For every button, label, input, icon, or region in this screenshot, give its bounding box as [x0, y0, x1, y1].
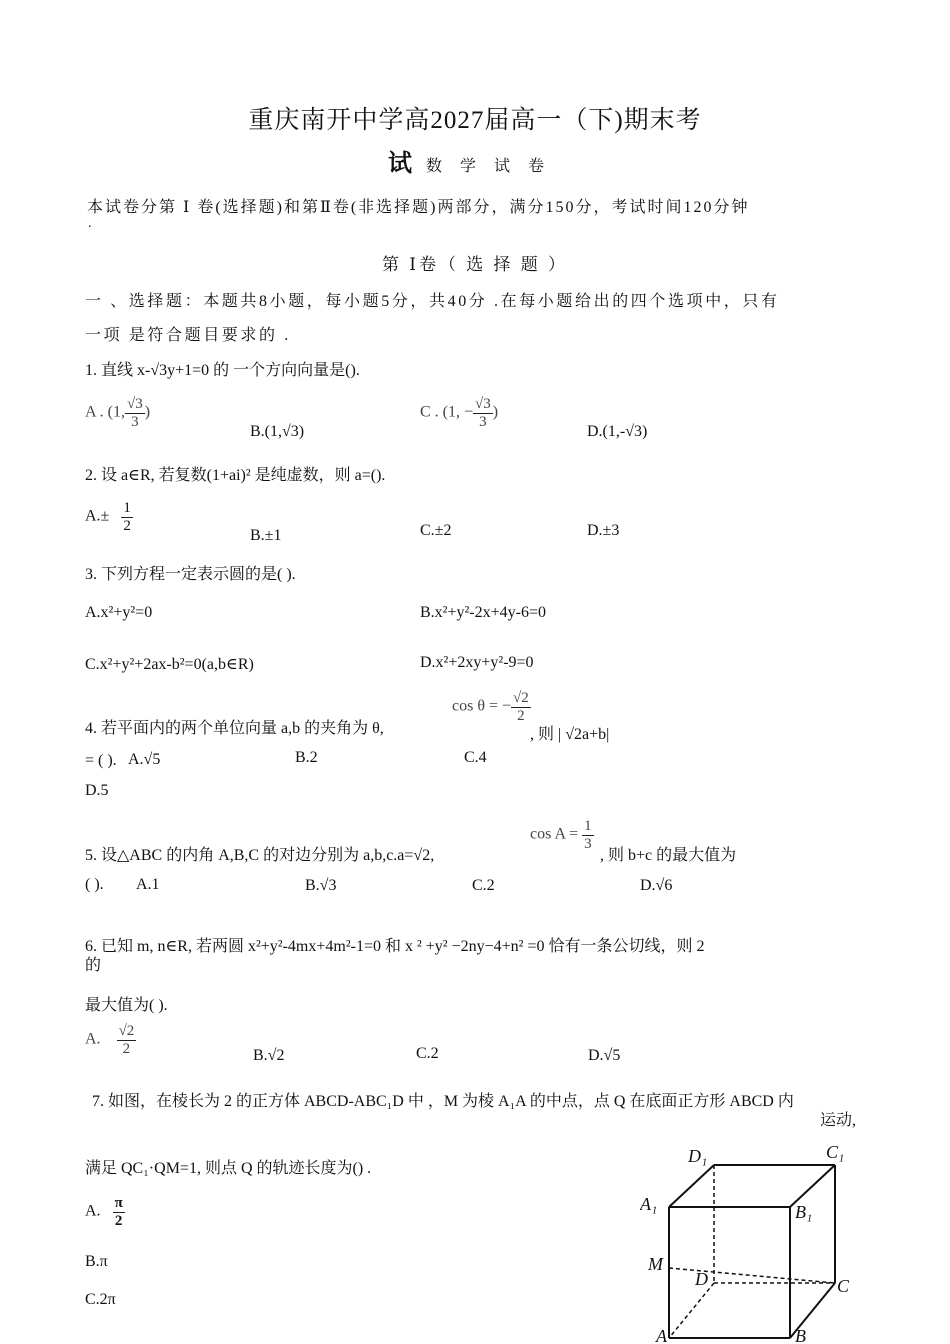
q6-stem-tail: 的 — [85, 957, 102, 974]
q3-option-a: A.x²+y²=0 — [85, 604, 153, 621]
q4-stem-part1: 4. 若平面内的两个单位向量 a,b 的夹角为 θ, — [85, 720, 384, 737]
q6-a-den: 2 — [122, 1040, 131, 1057]
q5-option-c: C.2 — [472, 877, 495, 894]
q6-a-prefix: A. — [85, 1030, 101, 1048]
part-one-line1: 一 、选择题：本题共8小题，每小题5分，共40分 .在每小题给出的四个选项中，只有 — [85, 293, 780, 310]
exam-intro-dot: . — [88, 216, 92, 231]
q1-option-a — [85, 396, 150, 430]
q1-a-prefix: A . (1, — [85, 403, 125, 421]
q6-option-b: B.√2 — [253, 1047, 285, 1064]
label-b: B — [795, 1326, 806, 1344]
q1-stem: 1. 直线 x-√3y+1=0 的 一个方向向量是(). — [85, 362, 360, 379]
label-c1: C₁ — [826, 1142, 845, 1162]
q4-stem-part2: , 则 | √2a+b| — [530, 726, 610, 743]
q2-option-d: D.±3 — [587, 522, 620, 539]
q2-option-a — [85, 500, 133, 534]
q5-cos-num: 1 — [584, 818, 592, 834]
q4-cos-num: √2 — [513, 690, 529, 706]
q2-a-num: 1 — [123, 500, 131, 516]
q4-cos-expression — [452, 690, 531, 724]
q3-stem: 3. 下列方程一定表示圆的是( ). — [85, 566, 296, 583]
q4-cos-fraction — [511, 690, 531, 724]
q7-a-num: π — [114, 1195, 123, 1211]
q2-option-c: C.±2 — [420, 522, 452, 539]
edge-a1-d1 — [669, 1165, 714, 1207]
q5-stem-part2: , 则 b+c 的最大值为 — [600, 847, 737, 864]
label-d: D — [695, 1269, 708, 1289]
q1-a-den: 3 — [131, 413, 139, 430]
q5-cos-den: 3 — [584, 835, 592, 852]
q2-a-fraction — [121, 500, 133, 534]
label-d1: D₁ — [688, 1146, 708, 1166]
q7-stem-tail: 运动, — [820, 1112, 857, 1129]
q1-c-den: 3 — [479, 413, 487, 430]
hidden-edge-d-a — [669, 1283, 714, 1338]
label-m: M — [648, 1254, 663, 1274]
q4-option-d: D.5 — [85, 782, 109, 799]
q4-option-c: C.4 — [464, 749, 487, 766]
q1-c-suffix: ) — [492, 403, 499, 421]
q7-option-c: C.2π — [85, 1291, 116, 1308]
hidden-segment-m-c — [669, 1268, 835, 1283]
q6-stem-line2: 最大值为( ). — [85, 997, 168, 1014]
q4-stem-line2: = ( ). — [85, 752, 117, 769]
q5-cos-fraction — [582, 818, 594, 852]
q2-stem: 2. 设 a∈R, 若复数(1+ai)² 是纯虚数，则 a=(). — [85, 467, 386, 484]
label-b1: B₁ — [795, 1202, 813, 1222]
subtitle-big-char: 试 — [387, 151, 412, 177]
q7-option-a — [85, 1195, 125, 1229]
q1-a-suffix: ) — [144, 403, 151, 421]
label-a: A — [656, 1326, 667, 1344]
label-c: C — [837, 1276, 850, 1296]
q2-a-prefix: A.± — [85, 507, 110, 525]
q5-option-a: A.1 — [136, 876, 160, 893]
q1-c-fraction — [473, 396, 493, 430]
q1-a-num: √3 — [127, 396, 143, 412]
q2-option-b: B.±1 — [250, 527, 282, 544]
page-title: 重庆南开中学高2027届高一（下)期末考 — [248, 107, 702, 134]
q5-cos-prefix: cos A = — [530, 825, 579, 843]
q4-option-b: B.2 — [295, 749, 318, 766]
edge-c1-b1 — [790, 1165, 835, 1207]
q7-stem: 7. 如图，在棱长为 2 的正方体 ABCD-ABC₁D 中 ，M 为棱 A₁A 的中点，点 Q 在底面正方形 ABCD 内 — [92, 1093, 794, 1110]
q7-a-prefix: A. — [85, 1202, 101, 1220]
q5-cos-expression — [530, 818, 594, 852]
q1-c-prefix: C . (1, − — [420, 403, 474, 421]
q4-cos-den: 2 — [517, 707, 525, 724]
q5-option-b: B.√3 — [305, 877, 337, 894]
q7-stem-line2: 满足 QC₁·QM=1, 则点 Q 的轨迹长度为() . — [85, 1160, 372, 1177]
q7-a-fraction — [113, 1195, 125, 1229]
q6-stem: 6. 已知 m, n∈R, 若两圆 x²+y²-4mx+4m²-1=0 和 x ² +y² −2ny−4+n² =0 恰有一条公切线，则 2 — [85, 938, 705, 955]
q1-c-num: √3 — [475, 396, 491, 412]
q3-option-d: D.x²+2xy+y²-9=0 — [420, 654, 534, 671]
q1-option-b: B.(1,√3) — [250, 423, 305, 440]
q6-option-c: C.2 — [416, 1045, 439, 1062]
q7-option-b: B.π — [85, 1253, 108, 1270]
q3-option-c: C.x²+y²+2ax-b²=0(a,b∈R) — [85, 656, 254, 673]
q1-option-c — [420, 396, 498, 430]
part-one-line2: 一项 是符合题目要求的 . — [85, 327, 291, 344]
q6-option-a — [85, 1023, 136, 1057]
q6-a-fraction — [117, 1023, 137, 1057]
page-subtitle — [0, 143, 950, 178]
q1-a-fraction — [125, 396, 145, 430]
q6-a-num: √2 — [118, 1023, 135, 1039]
q4-cos-prefix: cos θ = − — [452, 697, 512, 715]
q3-option-b: B.x²+y²-2x+4y-6=0 — [420, 604, 546, 621]
q1-option-d: D.(1,-√3) — [587, 423, 648, 440]
q2-a-den: 2 — [123, 517, 131, 534]
q7-a-den: 2 — [114, 1212, 123, 1229]
q5-stem-part1: 5. 设△ABC 的内角 A,B,C 的对边分别为 a,b,c.a=√2, — [85, 847, 435, 864]
subtitle-rest: 数学试卷 — [425, 158, 562, 175]
section-heading: 第 Ⅰ卷（ 选 择 题 ） — [382, 255, 568, 274]
q6-option-d: D.√5 — [588, 1047, 621, 1064]
q5-stem-line2: ( ). — [85, 876, 104, 893]
q4-option-a: A.√5 — [128, 751, 161, 768]
label-a1: A₁ — [640, 1194, 658, 1214]
q5-option-d: D.√6 — [640, 877, 673, 894]
exam-intro: 本试卷分第 Ⅰ 卷(选择题)和第Ⅱ卷(非选择题)两部分，满分150分，考试时间120分钟 — [87, 199, 750, 216]
cube-figure — [640, 1138, 862, 1344]
